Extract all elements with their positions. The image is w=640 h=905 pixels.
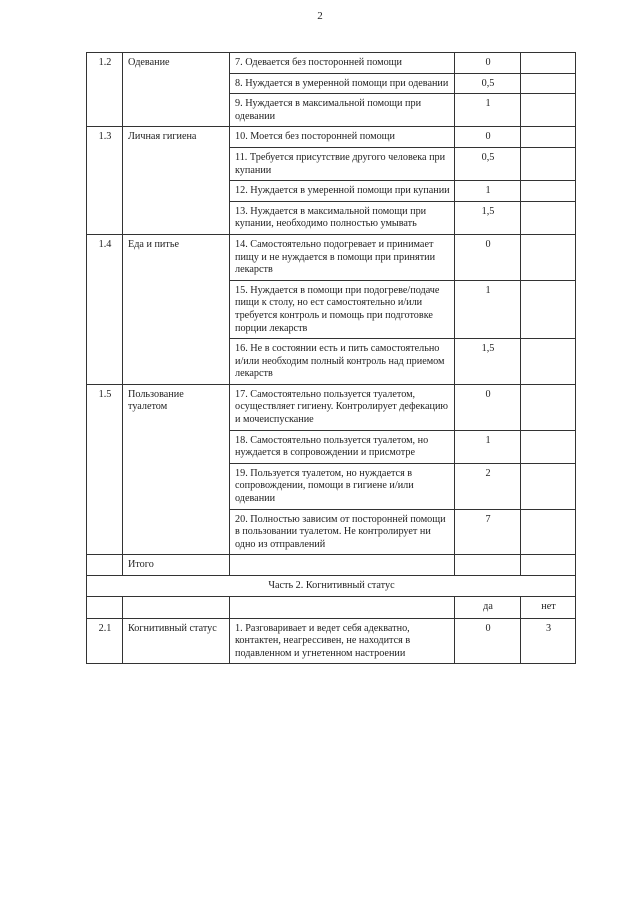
empty-cell bbox=[521, 127, 576, 148]
score-cell: 1,5 bbox=[455, 339, 521, 385]
empty-cell bbox=[521, 280, 576, 338]
column-header-no: нет bbox=[521, 596, 576, 618]
empty-cell bbox=[521, 384, 576, 430]
score-cell: 0 bbox=[455, 234, 521, 280]
score-no: 3 bbox=[521, 618, 576, 664]
header-row bbox=[87, 596, 576, 618]
criterion-text: 1. Разговаривает и ведет себя адекватно, контактен, неагрессивен, не находится в подавленном и угнетенном настроении bbox=[230, 618, 455, 664]
criterion-text: 16. Не в состоянии есть и пить самостоятельно и/или необходим полный контроль над приемом лекарств bbox=[230, 339, 455, 385]
section-number: 1.2 bbox=[87, 53, 123, 127]
score-cell: 0 bbox=[455, 53, 521, 74]
section-name: Когнитивный статус bbox=[123, 618, 230, 664]
criterion-text: 9. Нуждается в максимальной помощи при одевании bbox=[230, 94, 455, 127]
section-name: Личная гигиена bbox=[123, 127, 230, 235]
empty-cell bbox=[87, 555, 123, 576]
score-cell: 7 bbox=[455, 509, 521, 555]
score-cell: 1 bbox=[455, 280, 521, 338]
criterion-text: 18. Самостоятельно пользуется туалетом, но нуждается в сопровождении и присмотре bbox=[230, 430, 455, 463]
total-label: Итого bbox=[123, 555, 230, 576]
section-title-row bbox=[87, 576, 576, 597]
section-name: Одевание bbox=[123, 53, 230, 127]
table-row bbox=[87, 618, 576, 664]
empty-cell bbox=[521, 94, 576, 127]
criterion-text: 10. Моется без посторонней помощи bbox=[230, 127, 455, 148]
empty-cell bbox=[521, 181, 576, 202]
criterion-text: 19. Пользуется туалетом, но нуждается в сопровождении, помощи в гигиене и/или одевании bbox=[230, 463, 455, 509]
section-number: 1.3 bbox=[87, 127, 123, 235]
part2-title: Часть 2. Когнитивный статус bbox=[87, 576, 576, 597]
empty-cell bbox=[521, 234, 576, 280]
table-row bbox=[87, 384, 576, 430]
empty-cell bbox=[230, 596, 455, 618]
empty-cell bbox=[87, 596, 123, 618]
empty-cell bbox=[521, 509, 576, 555]
score-cell: 1 bbox=[455, 430, 521, 463]
empty-cell bbox=[521, 555, 576, 576]
score-cell: 0 bbox=[455, 384, 521, 430]
criterion-text: 8. Нуждается в умеренной помощи при одевании bbox=[230, 73, 455, 94]
empty-cell bbox=[230, 555, 455, 576]
criterion-text: 12. Нуждается в умеренной помощи при купании bbox=[230, 181, 455, 202]
score-cell: 1,5 bbox=[455, 201, 521, 234]
table-row bbox=[87, 127, 576, 148]
criterion-text: 14. Самостоятельно подогревает и принимает пищу и не нуждается в помощи при принятии лекарств bbox=[230, 234, 455, 280]
section-number: 1.4 bbox=[87, 234, 123, 384]
empty-cell bbox=[123, 596, 230, 618]
table-row bbox=[87, 234, 576, 280]
empty-cell bbox=[521, 201, 576, 234]
assessment-table bbox=[86, 52, 576, 664]
criterion-text: 20. Полностью зависим от посторонней помощи в пользовании туалетом. Не контролирует ни одно из отправлений bbox=[230, 509, 455, 555]
total-row bbox=[87, 555, 576, 576]
section-name: Еда и питье bbox=[123, 234, 230, 384]
score-cell: 0,5 bbox=[455, 147, 521, 180]
score-cell: 2 bbox=[455, 463, 521, 509]
section-number: 1.5 bbox=[87, 384, 123, 555]
score-cell: 0,5 bbox=[455, 73, 521, 94]
criterion-text: 13. Нуждается в максимальной помощи при купании, необходимо полностью умывать bbox=[230, 201, 455, 234]
empty-cell bbox=[521, 53, 576, 74]
empty-cell bbox=[455, 555, 521, 576]
score-cell: 0 bbox=[455, 127, 521, 148]
criterion-text: 15. Нуждается в помощи при подогреве/подаче пищи к столу, но ест самостоятельно и/или требуется контроль и помощь при подготовке порции лекарств bbox=[230, 280, 455, 338]
criterion-text: 11. Требуется присутствие другого человека при купании bbox=[230, 147, 455, 180]
criterion-text: 7. Одевается без посторонней помощи bbox=[230, 53, 455, 74]
score-yes: 0 bbox=[455, 618, 521, 664]
score-cell: 1 bbox=[455, 94, 521, 127]
empty-cell bbox=[521, 463, 576, 509]
empty-cell bbox=[521, 73, 576, 94]
column-header-yes: да bbox=[455, 596, 521, 618]
section-name: Пользование туалетом bbox=[123, 384, 230, 555]
score-cell: 1 bbox=[455, 181, 521, 202]
criterion-text: 17. Самостоятельно пользуется туалетом, осуществляет гигиену. Контролирует дефекацию и мочеиспускание bbox=[230, 384, 455, 430]
table-row bbox=[87, 53, 576, 74]
empty-cell bbox=[521, 430, 576, 463]
page-number: 2 bbox=[317, 10, 323, 22]
empty-cell bbox=[521, 147, 576, 180]
empty-cell bbox=[521, 339, 576, 385]
section-number: 2.1 bbox=[87, 618, 123, 664]
